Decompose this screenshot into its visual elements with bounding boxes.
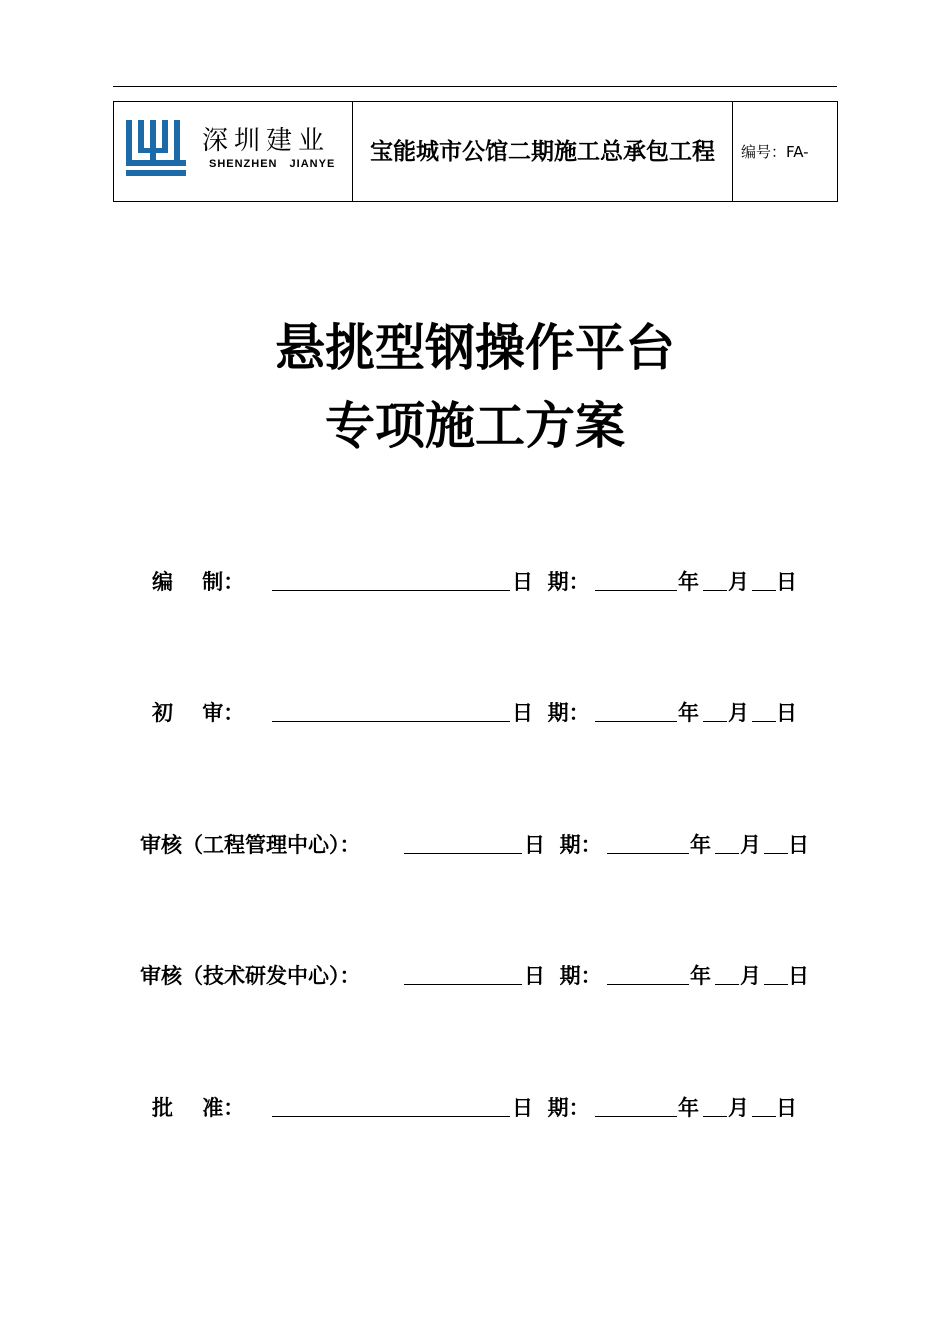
doc-code: 编号：FA- xyxy=(741,143,809,161)
header-table xyxy=(113,101,838,202)
top-rule xyxy=(113,86,837,87)
day-line[interactable] xyxy=(752,695,776,722)
company-name-cn: 深圳建业 xyxy=(202,126,331,156)
project-title-cell xyxy=(353,102,733,201)
document-title xyxy=(0,309,950,465)
month-label: 月 xyxy=(728,570,749,594)
document-title-line2: 专项施工方案 xyxy=(325,397,625,455)
signature-line[interactable] xyxy=(404,827,522,854)
year-line[interactable] xyxy=(607,958,689,985)
year-line[interactable] xyxy=(595,1090,677,1117)
day-line[interactable] xyxy=(764,958,788,985)
signature-role: 审核（技术研发中心）： xyxy=(140,964,361,988)
signature-line[interactable] xyxy=(404,958,522,985)
month-line[interactable] xyxy=(715,958,739,985)
signature-line[interactable] xyxy=(272,1090,510,1117)
signature-row-engineering-review xyxy=(0,823,950,863)
year-label: 年 xyxy=(678,1096,699,1120)
signature-role: 批 准： xyxy=(152,1096,245,1120)
month-label: 月 xyxy=(728,1096,749,1120)
signature-role: 编 制： xyxy=(152,570,245,594)
signature-row-initial-review xyxy=(0,691,950,731)
signature-role: 初 审： xyxy=(152,701,245,725)
day-label: 日 xyxy=(776,570,797,594)
date-label: 日 期： xyxy=(524,833,602,857)
date-label: 日 期： xyxy=(512,1096,590,1120)
month-label: 月 xyxy=(740,964,761,988)
month-label: 月 xyxy=(728,701,749,725)
document-title-line1: 悬挑型钢操作平台 xyxy=(275,319,675,377)
year-label: 年 xyxy=(678,701,699,725)
day-line[interactable] xyxy=(764,827,788,854)
project-title: 宝能城市公馆二期施工总承包工程 xyxy=(370,138,715,165)
day-label: 日 xyxy=(788,964,809,988)
year-line[interactable] xyxy=(595,564,677,591)
company-name-en: SHENZHEN JIANYE xyxy=(209,158,336,170)
day-label: 日 xyxy=(788,833,809,857)
year-label: 年 xyxy=(690,833,711,857)
doc-code-cell xyxy=(733,102,837,201)
year-label: 年 xyxy=(690,964,711,988)
signature-role: 审核（工程管理中心）： xyxy=(140,833,361,857)
date-label: 日 期： xyxy=(512,701,590,725)
date-label: 日 期： xyxy=(524,964,602,988)
signature-line[interactable] xyxy=(272,695,510,722)
month-line[interactable] xyxy=(715,827,739,854)
day-line[interactable] xyxy=(752,1090,776,1117)
company-logo-icon xyxy=(126,120,186,176)
year-line[interactable] xyxy=(607,827,689,854)
date-label: 日 期： xyxy=(512,570,590,594)
year-line[interactable] xyxy=(595,695,677,722)
month-label: 月 xyxy=(740,833,761,857)
signature-row-approval xyxy=(0,1086,950,1126)
year-label: 年 xyxy=(678,570,699,594)
company-logo-cell xyxy=(114,102,353,201)
month-line[interactable] xyxy=(703,1090,727,1117)
signature-line[interactable] xyxy=(272,564,510,591)
day-label: 日 xyxy=(776,1096,797,1120)
month-line[interactable] xyxy=(703,695,727,722)
signature-row-technical-review xyxy=(0,954,950,994)
month-line[interactable] xyxy=(703,564,727,591)
day-label: 日 xyxy=(776,701,797,725)
signature-row-compiler xyxy=(0,560,950,600)
day-line[interactable] xyxy=(752,564,776,591)
